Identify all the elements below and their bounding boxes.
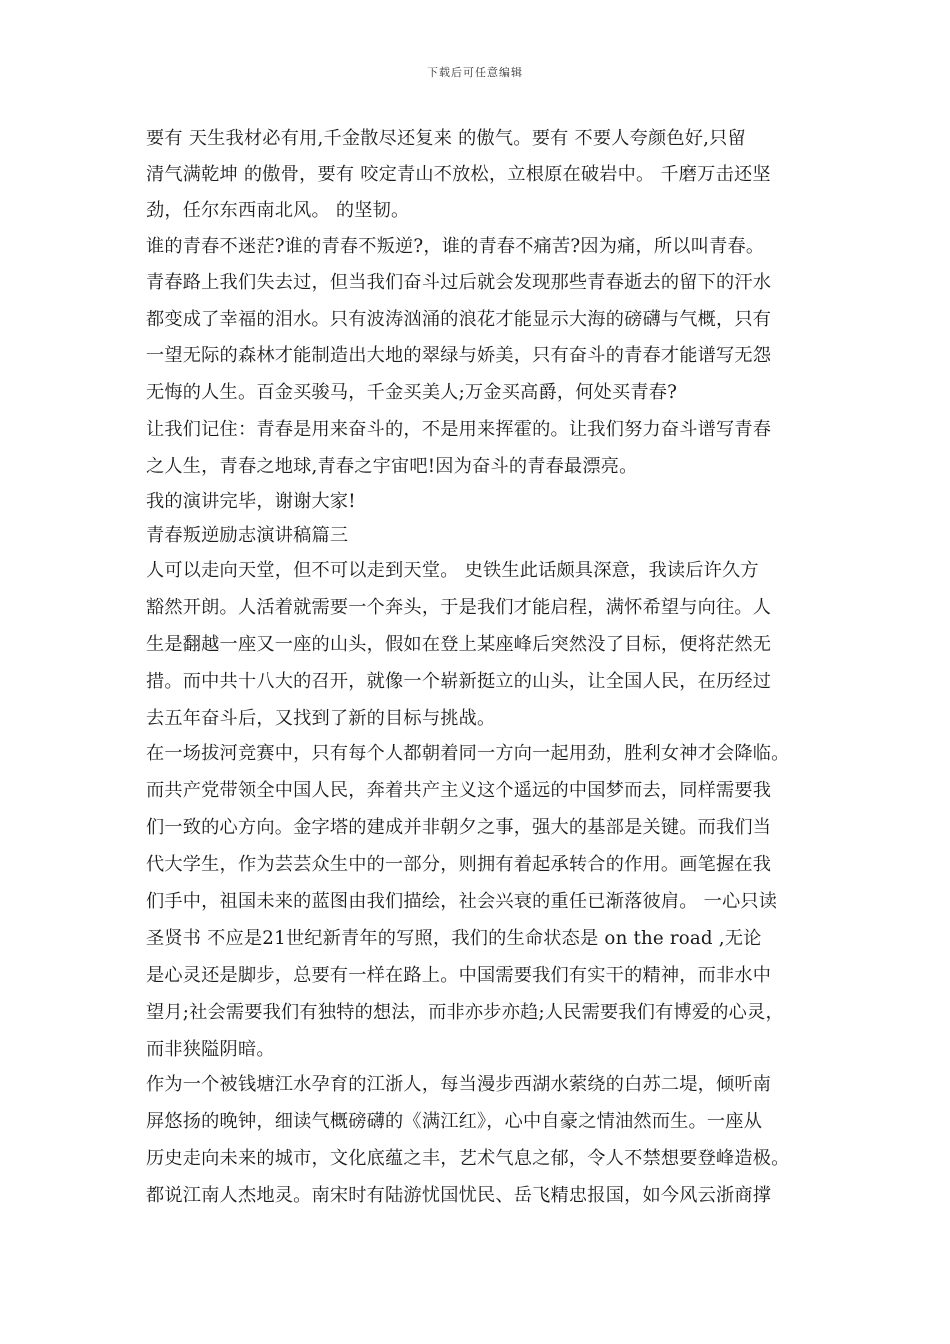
- body-line: 青春路上我们失去过，但当我们奋斗过后就会发现那些青春逝去的留下的汗水: [146, 272, 772, 293]
- body-line: 都变成了幸福的泪水。只有波涛汹涌的浪花才能显示大海的磅礴与气概，只有: [146, 309, 772, 330]
- body-line: 劲，任尔东西南北风。 的坚韧。: [146, 200, 410, 221]
- body-line: 们手中，祖国未来的蓝图由我们描绘，社会兴衰的重任已渐落彼肩。 一心只读: [146, 891, 778, 912]
- body-line: 作为一个被钱塘江水孕育的江浙人，每当漫步西湖水萦绕的白苏二堤，倾听南: [146, 1074, 772, 1095]
- body-line: 我的演讲完毕，谢谢大家!: [146, 491, 356, 512]
- body-line: 措。而中共十八大的召开，就像一个崭新挺立的山头，让全国人民，在历经过: [146, 671, 772, 692]
- body-line: 生是翻越一座又一座的山头，假如在登上某座峰后突然没了目标，便将茫然无: [146, 634, 772, 655]
- body-line: 圣贤书 不应是21世纪新青年的写照，我们的生命状态是 on the road ,无论: [146, 928, 762, 949]
- body-line: 望月;社会需要我们有独特的想法，而非亦步亦趋;人民需要我们有博爱的心灵，: [146, 1002, 784, 1023]
- body-line: 而非狭隘阴暗。: [146, 1039, 275, 1060]
- body-line: 代大学生，作为芸芸众生中的一部分，则拥有着起承转合的作用。画笔握在我: [146, 854, 772, 875]
- body-line: 让我们记住：青春是用来奋斗的，不是用来挥霍的。让我们努力奋斗谱写青春: [146, 419, 772, 440]
- body-line: 豁然开朗。人活着就需要一个奔头，于是我们才能启程，满怀希望与向往。人: [146, 597, 772, 618]
- page-header-note: 下载后可任意编辑: [427, 66, 523, 79]
- body-line: 是心灵还是脚步，总要有一样在路上。中国需要我们有实干的精神，而非水中: [146, 965, 772, 986]
- body-line: 人可以走向天堂，但不可以走到天堂。 史铁生此话颇具深意，我读后许久方: [146, 560, 759, 581]
- section-heading: 青春叛逆励志演讲稿篇三: [146, 525, 349, 546]
- body-line: 一望无际的森林才能制造出大地的翠绿与娇美，只有奋斗的青春才能谱写无怨: [146, 345, 772, 366]
- body-line: 都说江南人杰地灵。南宋时有陆游忧国忧民、岳飞精忠报国，如今风云浙商撑: [146, 1185, 772, 1206]
- body-line: 历史走向未来的城市，文化底蕴之丰，艺术气息之郁，令人不禁想要登峰造极。: [146, 1148, 790, 1169]
- body-line: 清气满乾坤 的傲骨，要有 咬定青山不放松，立根原在破岩中。 千磨万击还坚: [146, 164, 771, 185]
- body-line: 要有 天生我材必有用,千金散尽还复来 的傲气。要有 不要人夸颜色好,只留: [146, 128, 746, 149]
- body-line: 屏悠扬的晚钟，细读气概磅礴的《满江红》，心中自豪之情油然而生。一座从: [146, 1111, 763, 1132]
- body-line: 去五年奋斗后，又找到了新的目标与挑战。: [146, 708, 496, 729]
- body-line: 之人生，青春之地球,青春之宇宙吧!因为奋斗的青春最漂亮。: [146, 456, 638, 477]
- body-line: 无悔的人生。百金买骏马，千金买美人;万金买高爵，何处买青春?: [146, 382, 678, 403]
- body-line: 们一致的心方向。金字塔的建成并非朝夕之事，强大的基部是关键。而我们当: [146, 817, 772, 838]
- body-line: 而共产党带领全中国人民，奔着共产主义这个遥远的中国梦而去，同样需要我: [146, 780, 772, 801]
- body-line: 在一场拔河竞赛中，只有每个人都朝着同一方向一起用劲，胜利女神才会降临。: [146, 743, 790, 764]
- body-line: 谁的青春不迷茫?谁的青春不叛逆?，谁的青春不痛苦?因为痛，所以叫青春。: [146, 236, 765, 257]
